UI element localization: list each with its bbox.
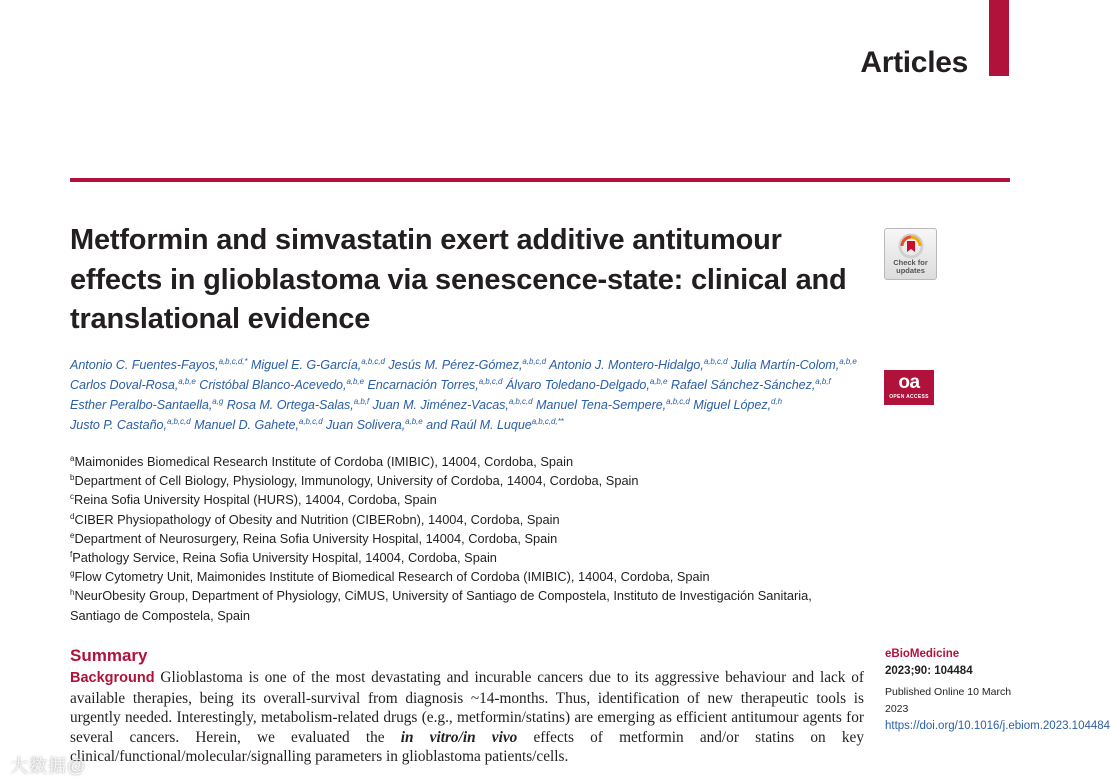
author-name[interactable]: and Raúl M. Luque [426, 418, 532, 432]
author-name[interactable]: Julia Martín-Colom, [730, 358, 840, 372]
author-affiliation-marks: a,b,f [815, 377, 831, 386]
affiliation-mark: f [70, 550, 73, 560]
header-rule [70, 178, 1010, 182]
summary-heading: Summary [70, 646, 148, 665]
author-name[interactable]: Manuel D. Gahete, [194, 418, 299, 432]
author-affiliation-marks: a,b,c,d,* [218, 357, 248, 366]
author-name[interactable]: Jesús M. Pérez-Gómez, [388, 358, 523, 372]
affiliation-text: Flow Cytometry Unit, Maimonides Institute of Biomedical Research of Cordoba (IMIBIC), 14004, Cordoba, Spain [74, 569, 710, 585]
affiliation-mark: d [70, 511, 75, 521]
journal-name: eBioMedicine [885, 648, 960, 660]
author-affiliation-marks: a,b,c,d,** [531, 417, 564, 426]
author-affiliation-marks: a,b,e [346, 377, 364, 386]
author-name[interactable]: Álvaro Toledano-Delgado, [505, 378, 650, 392]
article-metadata-sidebar [885, 646, 1110, 735]
background-text: Glioblastoma is one of the most devastating and incurable cancers due to its aggressive behaviour and lack of available therapies, being its overall-survival from diagnosis ~14-months. Thus, identification of new therapeutic tools is urgently needed. Interestingly, metabolism-related drugs (e.g., metformin/statins) are emerging as efficient antitumour agents for several cancers. Herein, we evaluated the [70, 669, 864, 746]
author-affiliation-marks: a,g [212, 397, 224, 406]
affiliation-text: Department of Neurosurgery, Reina Sofia University Hospital, 14004, Cordoba, Spain [74, 530, 558, 546]
affiliation-item [70, 567, 870, 586]
journal-citation: 2023;90: 104484 [885, 665, 973, 677]
oa-logo-text: oa [898, 372, 920, 393]
affiliation-list [70, 452, 870, 625]
open-access-label: OPEN ACCESS [889, 394, 929, 400]
author-name[interactable]: Justo P. Castaño, [70, 418, 167, 432]
author-name[interactable]: Rafael Sánchez-Sánchez, [670, 378, 816, 392]
author-name[interactable]: Miguel López, [693, 398, 772, 412]
author-affiliation-marks: a,b,e [178, 377, 196, 386]
author-affiliation-marks: a,b,c,d [522, 357, 547, 366]
background-emphasis: in vitro/in vivo [400, 728, 518, 746]
author-line [70, 415, 870, 435]
author-name[interactable]: Miguel E. G-García, [250, 358, 362, 372]
bookmark-refresh-icon [898, 233, 924, 259]
author-name[interactable]: Encarnación Torres, [367, 378, 479, 392]
author-name[interactable]: Esther Peralbo-Santaella, [70, 398, 213, 412]
check-for-updates-label: Check for updates [893, 258, 928, 275]
doi-link[interactable]: https://doi.org/10.1016/j.ebiom.2023.104484 [885, 720, 1110, 732]
author-name[interactable]: Antonio J. Montero-Hidalgo, [549, 358, 704, 372]
watermark-text: 大数据@ [10, 756, 87, 776]
author-affiliation-marks: a,b,c,d [361, 357, 385, 366]
affiliation-item [70, 586, 870, 605]
affiliation-text: CIBER Physiopathology of Obesity and Nutrition (CIBERobn), 14004, Cordoba, Spain [74, 511, 560, 527]
author-list [70, 355, 870, 435]
affiliation-item [70, 471, 870, 490]
published-date: Published Online 10 March 2023 [885, 686, 1012, 715]
affiliation-text: Reina Sofia University Hospital (HURS), 14004, Cordoba, Spain [74, 492, 437, 508]
author-affiliation-marks: a,b,c,d [703, 357, 728, 366]
affiliation-mark: e [70, 530, 75, 540]
affiliation-text: NeurObesity Group, Department of Physiology, CiMUS, University of Santiago de Compostela, Instituto de Investigación Sanitaria, [74, 588, 812, 604]
author-affiliation-marks: d,h [771, 397, 783, 406]
author-affiliation-marks: a,b,e [405, 417, 423, 426]
author-name[interactable]: Antonio C. Fuentes-Fayos, [70, 358, 219, 372]
author-name[interactable]: Juan Solivera, [326, 418, 406, 432]
author-name[interactable]: Carlos Doval-Rosa, [70, 378, 179, 392]
header-accent-bar [989, 0, 1009, 76]
author-line [70, 375, 870, 395]
author-affiliation-marks: a,b,f [353, 397, 370, 406]
affiliation-item [70, 452, 870, 471]
affiliation-item [70, 510, 870, 529]
check-for-updates-button[interactable] [884, 228, 937, 280]
affiliation-mark: g [70, 569, 75, 579]
open-access-badge [884, 370, 934, 405]
author-name[interactable]: Manuel Tena-Sempere, [535, 398, 667, 412]
author-affiliation-marks: a,b,c,d [298, 417, 323, 426]
affiliation-mark: b [70, 473, 75, 483]
affiliation-text: Maimonides Biomedical Research Institute of Cordoba (IMIBIC), 14004, Cordoba, Spain [74, 454, 574, 469]
article-title: Metformin and simvastatin exert additive antitumour effects in glioblastoma via senescence-state: clinical and translational evidence [70, 224, 847, 335]
affiliation-text: Pathology Service, Reina Sofia University Hospital, 14004, Cordoba, Spain [72, 550, 497, 566]
author-affiliation-marks: a,b,c,d [508, 397, 533, 406]
section-label: Articles [860, 46, 968, 79]
background-text-continued: effects of metformin and/or statins on key clinical/functional/molecular/signalling parameters in glioblastoma patients/cells. [70, 728, 864, 765]
affiliation-text: Department of Cell Biology, Physiology, Immunology, University of Cordoba, 14004, Cordoba, Spain [74, 473, 639, 489]
author-name[interactable]: Rosa M. Ortega-Salas, [226, 398, 354, 412]
affiliation-continuation: Santiago de Compostela, Spain [70, 607, 250, 623]
author-affiliation-marks: a,b,c,d [666, 397, 690, 406]
affiliation-item [70, 529, 870, 548]
author-name[interactable]: Cristóbal Blanco-Acevedo, [199, 378, 347, 392]
author-affiliation-marks: a,b,c,d [478, 377, 503, 386]
author-line [70, 395, 870, 415]
author-affiliation-marks: a,b,e [839, 357, 857, 366]
author-name[interactable]: Juan M. Jiménez-Vacas, [372, 398, 509, 412]
author-line [70, 355, 870, 375]
author-affiliation-marks: a,b,e [649, 377, 668, 386]
summary-background-paragraph [70, 668, 864, 767]
author-affiliation-marks: a,b,c,d [166, 417, 191, 426]
affiliation-item [70, 548, 870, 567]
affiliation-mark: c [70, 492, 74, 502]
affiliation-mark: a [70, 454, 75, 463]
affiliation-mark: h [70, 588, 75, 598]
background-label: Background [70, 670, 155, 686]
affiliation-item [70, 490, 870, 509]
